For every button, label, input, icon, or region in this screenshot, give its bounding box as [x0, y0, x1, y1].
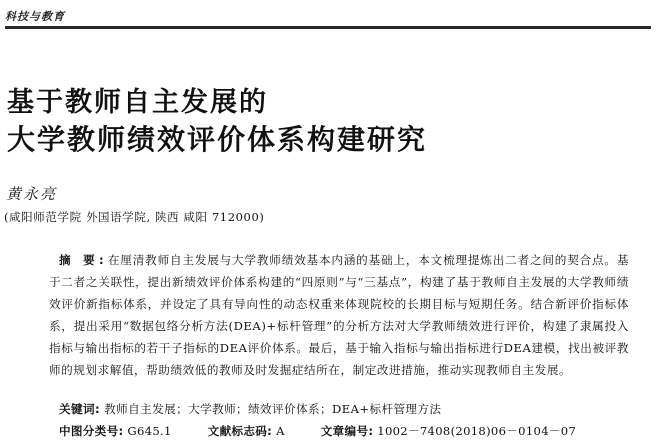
keywords-text: 教师自主发展；大学教师；绩效评价体系；DEA+标杆管理方法: [104, 402, 442, 416]
keywords-label: 关键词:: [59, 402, 101, 416]
keywords: [59, 401, 441, 417]
article-number-label: 文章编号:: [320, 424, 374, 438]
article-metadata: [59, 423, 576, 439]
doc-code-value: A: [276, 424, 285, 438]
journal-section-header: 科技与教育: [5, 10, 65, 23]
clc-label: 中图分类号:: [59, 424, 124, 438]
abstract-text: 在厘清教师自主发展与大学教师绩效基本内涵的基础上，本文梳理提炼出二者之间的契合点。基于二者之关联性，提出新绩效评价体系构建的“四原则”与“三基点”，构建了基于教师自主发展的大学教师绩效评价新指标体系，并设定了具有导向性的动态权重来体现院校的长期目标与短期任务。结合新评价指标体系，提出采用“数据包络分析方法(DEA)+标杆管理”的分析方法对大学教师绩效进行评价，构建了隶属投入指标与输出指标的若干子指标的DEA评价体系。最后，基于输入指标与输出指标进行DEA建模，找出被评教师的规划求解值，帮助绩效低的教师及时发掘症结所在，制定改进措施，推动实现教师自主发展。: [49, 253, 629, 377]
article-title-line-1: 基于教师自主发展的: [7, 87, 268, 118]
article-number-value: 1002－7408(2018)06－0104－07: [377, 424, 577, 438]
clc-value: G645.1: [127, 424, 172, 438]
author-name: 黄永亮: [6, 185, 58, 203]
header-divider: [5, 26, 651, 29]
doc-code-label: 文献标志码:: [207, 424, 273, 438]
abstract-label: 摘 要:: [59, 253, 108, 267]
author-affiliation: (咸阳师范学院 外国语学院, 陕西 咸阳 712000): [4, 210, 265, 224]
abstract: [49, 249, 629, 381]
article-title-line-2: 大学教师绩效评价体系构建研究: [7, 123, 428, 156]
